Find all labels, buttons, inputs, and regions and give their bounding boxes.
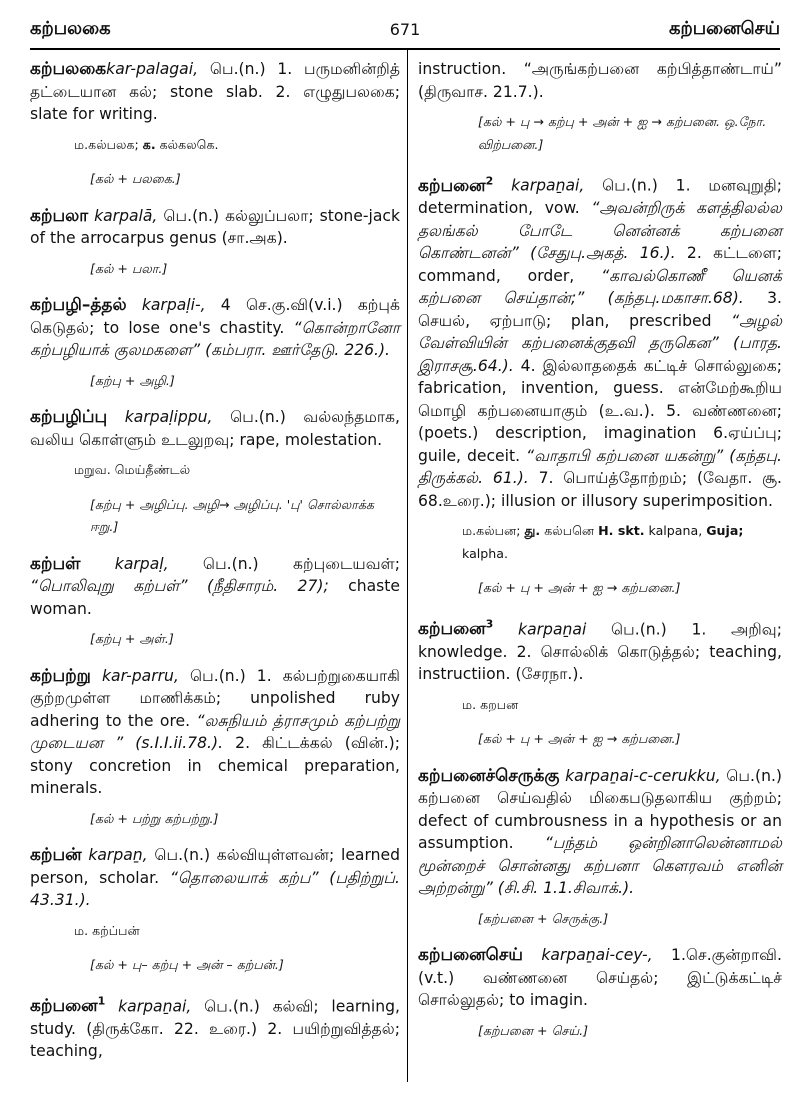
header-left-guide-word: கற்பலகை bbox=[30, 18, 111, 39]
transliteration: karpalā, bbox=[88, 206, 158, 225]
transliteration: karpaḷi-, bbox=[126, 296, 206, 314]
homonym-number: 1 bbox=[97, 994, 106, 1008]
headword: கற்பன் bbox=[30, 845, 82, 865]
quotation: “காவல்கொணீ யெனக் கற்பனை செய்தான்;” (கந்தபு.மகாசா.68). bbox=[418, 266, 782, 308]
dictionary-entry bbox=[418, 765, 782, 900]
transliteration: kar-palagai, bbox=[106, 60, 199, 78]
quotation: “அழல் வேள்வியின் கற்பனைக்குதவி தருகென” (பாரத. இராசசூ.64.). bbox=[418, 311, 782, 375]
etymology: [கற்பனை + செய்.] bbox=[478, 1022, 589, 1038]
definition: பெ.(n.) கல்லுப்பலா; stone-jack of the arrocarpus genus (சா.அக). bbox=[30, 206, 400, 247]
definition: பெ.(n.) 1. மனவுறுதி; determination, vow. bbox=[418, 176, 782, 218]
etymology: [கல் + பு → கற்பு + அன் + ஐ → கற்பனை. ஒ.நோ. விற்பனை.] bbox=[478, 114, 767, 152]
headword: கற்பழிப்பு bbox=[30, 407, 108, 427]
etymology: [கல் + பலகை.] bbox=[90, 171, 181, 186]
dictionary-entry bbox=[30, 844, 400, 912]
definition: பெ.(n.) கல்வியுள்ளவன்; learned person, scholar. bbox=[30, 846, 400, 887]
synonym-note: மறுவ. மெய்தீண்டல் bbox=[74, 462, 191, 477]
right-column bbox=[418, 58, 782, 1056]
homonym-number: 2 bbox=[485, 174, 494, 187]
column-divider bbox=[407, 50, 408, 1082]
quotation: “அவன்றிருக் களத்திலல்ல தலங்கல் போடே னென்னக் கற்பனை கொண்டனன்” (சேதுபு.அகத். 16.). bbox=[418, 199, 782, 263]
headword: கற்பலா bbox=[30, 205, 89, 226]
definition: பெ.(n.) கல்வி; learning, study. (திருக்கோ. 22. உரை.) 2. பயிற்றுவித்தல்; teaching, bbox=[30, 997, 401, 1061]
dictionary-entry bbox=[418, 944, 782, 1012]
entry-continuation: instruction. “அருங்கற்பனை கற்பித்தாண்டாய்” (திருவாச. 21.7.). bbox=[418, 60, 782, 101]
etymology: [கல் + பு– கற்பு + அன் – கற்பன்.] bbox=[90, 957, 284, 972]
quotation: “கொன்றானோ கற்பழியாக் குலமகளை” (கம்பரா. ஊர்தேடு. 226.). bbox=[30, 318, 400, 359]
transliteration: karpaḷ, bbox=[80, 554, 169, 573]
dictionary-entry bbox=[30, 205, 400, 250]
dictionary-entry bbox=[30, 58, 400, 126]
dictionary-entry bbox=[30, 406, 400, 451]
page-number: 671 bbox=[389, 20, 421, 39]
etymology: [கல் + பலா.] bbox=[90, 260, 168, 276]
transliteration: karpaṉai-cey-, bbox=[522, 946, 653, 965]
dictionary-entry bbox=[418, 614, 782, 686]
etymology: [கற்பு + அள்.] bbox=[90, 631, 174, 646]
dictionary-entry bbox=[30, 991, 400, 1063]
definition: பெ.(n.) கற்புடையவள்; bbox=[168, 554, 400, 573]
homonym-number: 3 bbox=[485, 617, 494, 631]
definition: பெ.(n.) 1. பருமனின்றித் தட்டையான கல்; stone slab. 2. எழுதுபலகை; slate for writing. bbox=[30, 60, 400, 123]
transliteration: kar-parru, bbox=[90, 666, 179, 685]
headword: கற்பனைச்செருக்கு bbox=[418, 765, 560, 786]
etymology: [கற்பு + அழி.] bbox=[90, 372, 175, 388]
definition: 4 செ.கு.வி(v.i.) கற்புக் கெடுதல்; to lose one's chastity. bbox=[30, 296, 400, 337]
quotation: “தொலையாக் கற்ப” (பதிற்றுப். 43.31.). bbox=[30, 868, 400, 909]
definition: பெ.(n.) வல்லந்தமாக, வலிய கொள்ளும் உடலுறவு; rape, molestation. bbox=[30, 408, 400, 449]
quotation: “வாதாபி கற்பனை யகன்று” (கந்தபு. திருக்கல். 61.). bbox=[418, 446, 782, 488]
transliteration: karpaṉ, bbox=[81, 846, 148, 864]
headword: கற்பலகை bbox=[30, 59, 107, 79]
headword: கற்பள் bbox=[30, 553, 81, 574]
transliteration: karpaḷippu, bbox=[107, 408, 213, 426]
cognates: ம. கற்ப்பன் bbox=[74, 922, 140, 938]
headword: கற்பனைசெய் bbox=[418, 945, 523, 966]
quotation: “லசுநியம் த்ராசமும் கற்பற்று முடையன ” (s.I.I.ii.78.). bbox=[30, 711, 400, 752]
headword: கற்பனை$^2$ bbox=[418, 174, 494, 196]
etymology: [கல் + பற்று கற்பற்று.] bbox=[90, 810, 219, 826]
definition: பெ.(n.) கற்பனை செய்வதில் மிகைபடுதலாகிய குற்றம்; defect of cumbrousness in a hypothesis or an assumption. bbox=[418, 766, 782, 853]
transliteration: karpaṉai, bbox=[493, 176, 585, 195]
cognates: ம. கறபன bbox=[462, 696, 519, 712]
dictionary-entry: கற்பள் karpaḷ, பெ.(n.) கற்புடையவள்; “பொலிவுறு கற்பள்” (நீதிசாரம். 27); chaste woman. bbox=[30, 553, 400, 618]
etymology: [கல் + பு + அன் + ஐ → கற்பனை.] bbox=[478, 580, 681, 596]
dictionary-entry: கற்பனை$^2$ karpaṉai, பெ.(n.) 1. மனவுறுதி; determination, vow. “அவன்றிருக் களத்திலல்ல தலங்கல் போடே னென்னக் கற்பனை கொண்டனன்” (சேதுபு.அகத். 16.). 2. கட்டளை; command, order, “காவல்கொணீ யெனக் கற்பனை செய்தான்;” (கந்தபு.மகாசா.68). 3. செயல், ஏற்பாடு; plan, prescribed “அழல் வேள்வியின் கற்பனைக்குதவி தருகென” (பாரத. இராசசூ.64.). 4. இல்லாததைக் கட்டிச் சொல்லுகை; fabrication, invention, guess. என்மேற்கூறிய மொழி கற்பனையாகும் (உ.வ.). 5. வண்ணனை; (poets.) description, imagination 6.ஏய்ப்பு; guile, deceit. “வாதாபி கற்பனை யகன்று” (கந்தபு. திருக்கல். 61.). 7. பொய்த்தோற்றம்; (வேதா. சூ. 68.உரை.); illusion or illusory superimposition. bbox=[418, 174, 782, 510]
etymology: [கற்பு + அழிப்பு. அழி→ அழிப்பு. 'பு' சொல்லாக்க ஈறு.] bbox=[90, 496, 374, 534]
etymology: [கற்பனை + செருக்கு.] bbox=[478, 910, 609, 926]
headword: கற்பற்று bbox=[30, 665, 91, 686]
header-right-guide-word: கற்பனைசெய் bbox=[668, 18, 780, 39]
definition: பெ.(n.) 1. கல்பற்றுகையாகி குற்றமுள்ள மாணிக்கம்; unpolished ruby adhering to the ore. bbox=[30, 666, 400, 730]
headword: கற்பனை$^3$ bbox=[418, 617, 494, 640]
etymology: [கல் + பு + அன் + ஐ → கற்பனை.] bbox=[478, 731, 681, 747]
transliteration: karpaṉai, bbox=[105, 997, 192, 1016]
cognates: ம.கல்பன; து. கல்பனெ H. skt. kalpana, Guja; kalpha. bbox=[462, 523, 744, 561]
quotation: “பந்தம் ஒன்றினாலென்னாமல் மூன்றைச் சொன்னது கற்பனா கௌரவம் எனின் அற்றன்று” (சி.சி. 1.1.சிவாக்.). bbox=[418, 834, 782, 898]
cognates: ம.கல்பலக; க. கல்கலகெ. bbox=[74, 136, 219, 152]
definition: 1.செ.குன்றாவி.(v.t.) வண்ணனை செய்தல்; இட்டுக்கட்டிச் சொல்லுதல்; to imagin. bbox=[418, 946, 782, 1010]
header-rule bbox=[30, 48, 780, 50]
definition: பெ.(n.) 1. அறிவு; knowledge. 2. சொல்லிக் கொடுத்தல்; teaching, instructiion. (சேரநா.). bbox=[418, 620, 782, 684]
left-column bbox=[30, 58, 400, 1071]
headword: கற்பனை$^1$ bbox=[30, 994, 106, 1017]
transliteration: karpaṉai bbox=[493, 620, 587, 639]
page-header bbox=[30, 18, 780, 44]
headword: கற்பழி–த்தல் bbox=[30, 295, 127, 315]
dictionary-entry: கற்பற்று kar-parru, பெ.(n.) 1. கல்பற்றுகையாகி குற்றமுள்ள மாணிக்கம்; unpolished ruby adhering to the ore. “லசுநியம் த்ராசமும் கற்பற்று முடையன ” (s.I.I.ii.78.). 2. கிட்டக்கல் (வின்.); stony concretion in chemical preparation, minerals. bbox=[30, 665, 400, 797]
transliteration: karpaṉai-c-cerukku, bbox=[559, 766, 721, 785]
quotation: “அருங்கற்பனை கற்பித்தாண்டாய்” (திருவாச. 21.7.). bbox=[418, 60, 782, 101]
dictionary-entry bbox=[30, 294, 400, 362]
quotation: “பொலிவுறு கற்பள்” (நீதிசாரம். 27); bbox=[30, 577, 329, 595]
